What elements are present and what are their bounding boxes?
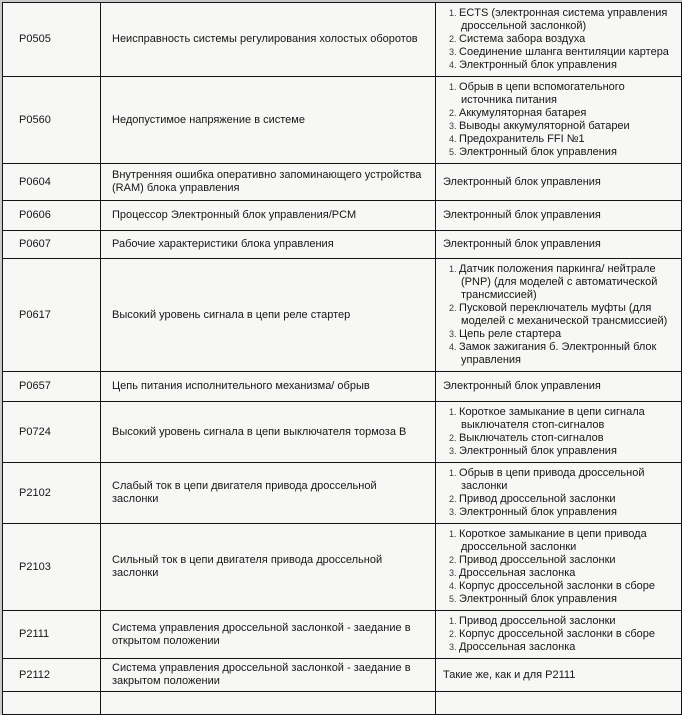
cause-item: Аккумуляторная батарея <box>459 107 587 119</box>
description-cell: Система управления дроссельной заслонкой - заедание в открытом положении <box>101 611 436 659</box>
code-cell: P2102 <box>3 463 101 524</box>
table-row <box>3 524 682 611</box>
cause-list <box>442 528 675 606</box>
cause-list <box>442 467 675 519</box>
cause-item: Система забора воздуха <box>459 33 586 45</box>
cause-item: Электронный блок управления <box>459 146 617 158</box>
cause-list <box>442 81 675 159</box>
cause-list <box>442 263 675 367</box>
causes-cell <box>436 402 682 463</box>
code-cell: P0505 <box>3 3 101 77</box>
cause-item: Электронный блок управления <box>459 593 617 605</box>
table-row <box>3 659 682 692</box>
code-cell: P0657 <box>3 372 101 402</box>
cause-item: Электронный блок управления <box>459 506 617 518</box>
cause-item: Цепь реле стартера <box>459 328 562 340</box>
causes-cell: Электронный блок управления <box>436 201 682 231</box>
causes-cell <box>436 77 682 164</box>
cause-item: Короткое замыкание в цепи привода дроссельной заслонки <box>459 528 647 553</box>
code-cell: P0724 <box>3 402 101 463</box>
table-row <box>3 402 682 463</box>
causes-cell: Электронный блок управления <box>436 231 682 259</box>
description-cell: Внутренняя ошибка оперативно запоминающего устройства (RAM) блока управления <box>101 164 436 201</box>
causes-cell <box>436 692 682 715</box>
description-cell: Система управления дроссельной заслонкой - заедание в закрытом положении <box>101 659 436 692</box>
cause-item: Привод дроссельной заслонки <box>459 493 616 505</box>
cause-item: Обрыв в цепи вспомогательного источника питания <box>459 81 625 106</box>
cause-item: Замок зажигания б. Электронный блок управления <box>459 341 657 366</box>
document-page <box>2 2 670 687</box>
table-row <box>3 372 682 402</box>
table-row <box>3 201 682 231</box>
causes-cell <box>436 3 682 77</box>
table-row <box>3 3 682 77</box>
code-cell: P2111 <box>3 611 101 659</box>
cause-item: Электронный блок управления <box>459 445 617 457</box>
causes-cell: Такие же, как и для P2111 <box>436 659 682 692</box>
code-cell: P2103 <box>3 524 101 611</box>
cause-list <box>442 406 675 458</box>
cause-item: Дроссельная заслонка <box>459 641 576 653</box>
description-cell: Высокий уровень сигнала в цепи выключателя тормоза В <box>101 402 436 463</box>
cause-item: Обрыв в цепи привода дроссельной заслонки <box>459 467 645 492</box>
causes-cell: Электронный блок управления <box>436 372 682 402</box>
cause-item: Соединение шланга вентиляции картера <box>459 46 669 58</box>
causes-cell <box>436 259 682 372</box>
cause-item: Корпус дроссельной заслонки в сборе <box>459 628 655 640</box>
cause-item: Привод дроссельной заслонки <box>459 554 616 566</box>
description-cell: Неисправность системы регулирования холостых оборотов <box>101 3 436 77</box>
code-cell <box>3 692 101 715</box>
description-cell: Цепь питания исполнительного механизма/ обрыв <box>101 372 436 402</box>
cause-item: Датчик положения паркинга/ нейтрале (PNP) (для моделей с автоматической трансмиссией) <box>459 263 658 301</box>
code-cell: P0607 <box>3 231 101 259</box>
cause-list <box>442 615 675 654</box>
cause-item: Выключатель стоп-сигналов <box>459 432 604 444</box>
description-cell: Процессор Электронный блок управления/PCM <box>101 201 436 231</box>
description-cell: Слабый ток в цепи двигателя привода дроссельной заслонки <box>101 463 436 524</box>
cause-item: Пусковой переключатель муфты (для моделей с механической трансмиссией) <box>459 302 668 327</box>
cause-list <box>442 7 675 72</box>
description-cell <box>101 692 436 715</box>
table-row <box>3 231 682 259</box>
table-row <box>3 77 682 164</box>
cause-item: Дроссельная заслонка <box>459 567 576 579</box>
cause-item: Привод дроссельной заслонки <box>459 615 616 627</box>
trouble-code-table <box>2 2 682 715</box>
causes-cell: Электронный блок управления <box>436 164 682 201</box>
code-cell: P0604 <box>3 164 101 201</box>
description-cell: Высокий уровень сигнала в цепи реле стартер <box>101 259 436 372</box>
causes-cell <box>436 524 682 611</box>
description-cell: Недопустимое напряжение в системе <box>101 77 436 164</box>
cause-item: Выводы аккумуляторной батареи <box>459 120 630 132</box>
description-cell: Рабочие характеристики блока управления <box>101 231 436 259</box>
cause-item: Короткое замыкание в цепи сигнала выключателя стоп-сигналов <box>459 406 645 431</box>
table-row-partial <box>3 692 682 715</box>
code-cell: P0606 <box>3 201 101 231</box>
cause-item: Предохранитель FFI №1 <box>459 133 585 145</box>
causes-cell <box>436 463 682 524</box>
cause-item: Корпус дроссельной заслонки в сборе <box>459 580 655 592</box>
table-row <box>3 463 682 524</box>
cause-item: ECTS (электронная система управления дроссельной заслонкой) <box>459 7 668 32</box>
description-cell: Сильный ток в цепи двигателя привода дроссельной заслонки <box>101 524 436 611</box>
causes-cell <box>436 611 682 659</box>
code-cell: P2112 <box>3 659 101 692</box>
code-cell: P0617 <box>3 259 101 372</box>
code-cell: P0560 <box>3 77 101 164</box>
cause-item: Электронный блок управления <box>459 59 617 71</box>
table-row <box>3 259 682 372</box>
table-row <box>3 164 682 201</box>
table-row <box>3 611 682 659</box>
